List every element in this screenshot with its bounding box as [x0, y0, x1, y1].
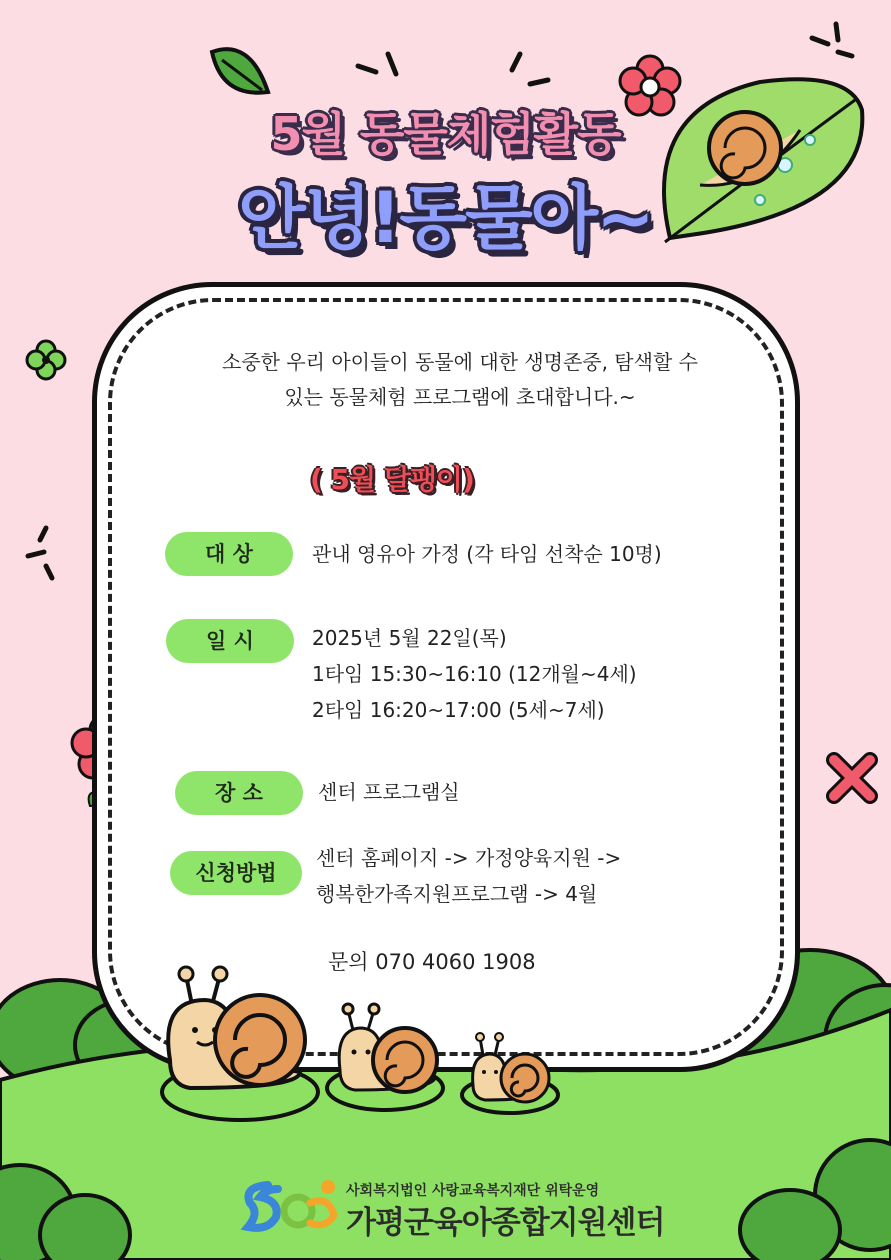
- sparkle-icon: [28, 528, 52, 578]
- section-title: ( 5월 달팽이): [310, 463, 474, 496]
- center-logo-icon: [238, 1175, 343, 1237]
- intro-line: 소중한 우리 아이들이 동물에 대한 생명존중, 탐색할 수: [222, 350, 698, 374]
- schedule-label: 일 시: [166, 619, 294, 663]
- place-value: 센터 프로그램실: [318, 780, 460, 804]
- target-value: 관내 영유아 가정 (각 타임 선착순 10명): [312, 542, 662, 566]
- schedule-value: [312, 620, 637, 728]
- logo-subtitle: 사회복지법인 사랑교육복지재단 위탁운영: [346, 1183, 600, 1199]
- leaf-icon: [212, 49, 268, 93]
- logo-name: 가평군육아종합지원센터: [346, 1205, 665, 1241]
- apply-line: 행복한가족지원프로그램 -> 4월: [316, 882, 598, 906]
- intro-text: [150, 345, 770, 415]
- apply-line: 센터 홈페이지 -> 가정양육지원 ->: [316, 846, 622, 870]
- event-title: 안녕!동물아~: [238, 177, 653, 259]
- schedule-line: 2타임 16:20~17:00 (5세~7세): [312, 698, 605, 722]
- schedule-line: 1타임 15:30~16:10 (12개월~4세): [312, 662, 637, 686]
- sparkle-icon: [358, 54, 548, 84]
- snail-icon: [473, 1033, 549, 1102]
- flower-icon: [27, 341, 65, 379]
- snail-icon: [168, 967, 305, 1088]
- schedule-line: 2025년 5월 22일(목): [312, 626, 507, 650]
- apply-value: [316, 840, 621, 912]
- place-label: 장 소: [175, 771, 303, 815]
- sparkle-icon: [812, 24, 852, 56]
- apply-label: 신청방법: [170, 851, 302, 895]
- target-label: 대 상: [165, 532, 293, 576]
- event-subtitle: 5월 동물체험활동: [270, 107, 621, 161]
- flower-icon: [834, 760, 870, 796]
- snail-icon: [339, 1004, 437, 1092]
- snail-family-illustration: [150, 960, 570, 1125]
- intro-line: 있는 동물체험 프로그램에 초대합니다.~: [284, 385, 636, 409]
- contact-phone: 문의 070 4060 1908: [328, 950, 536, 974]
